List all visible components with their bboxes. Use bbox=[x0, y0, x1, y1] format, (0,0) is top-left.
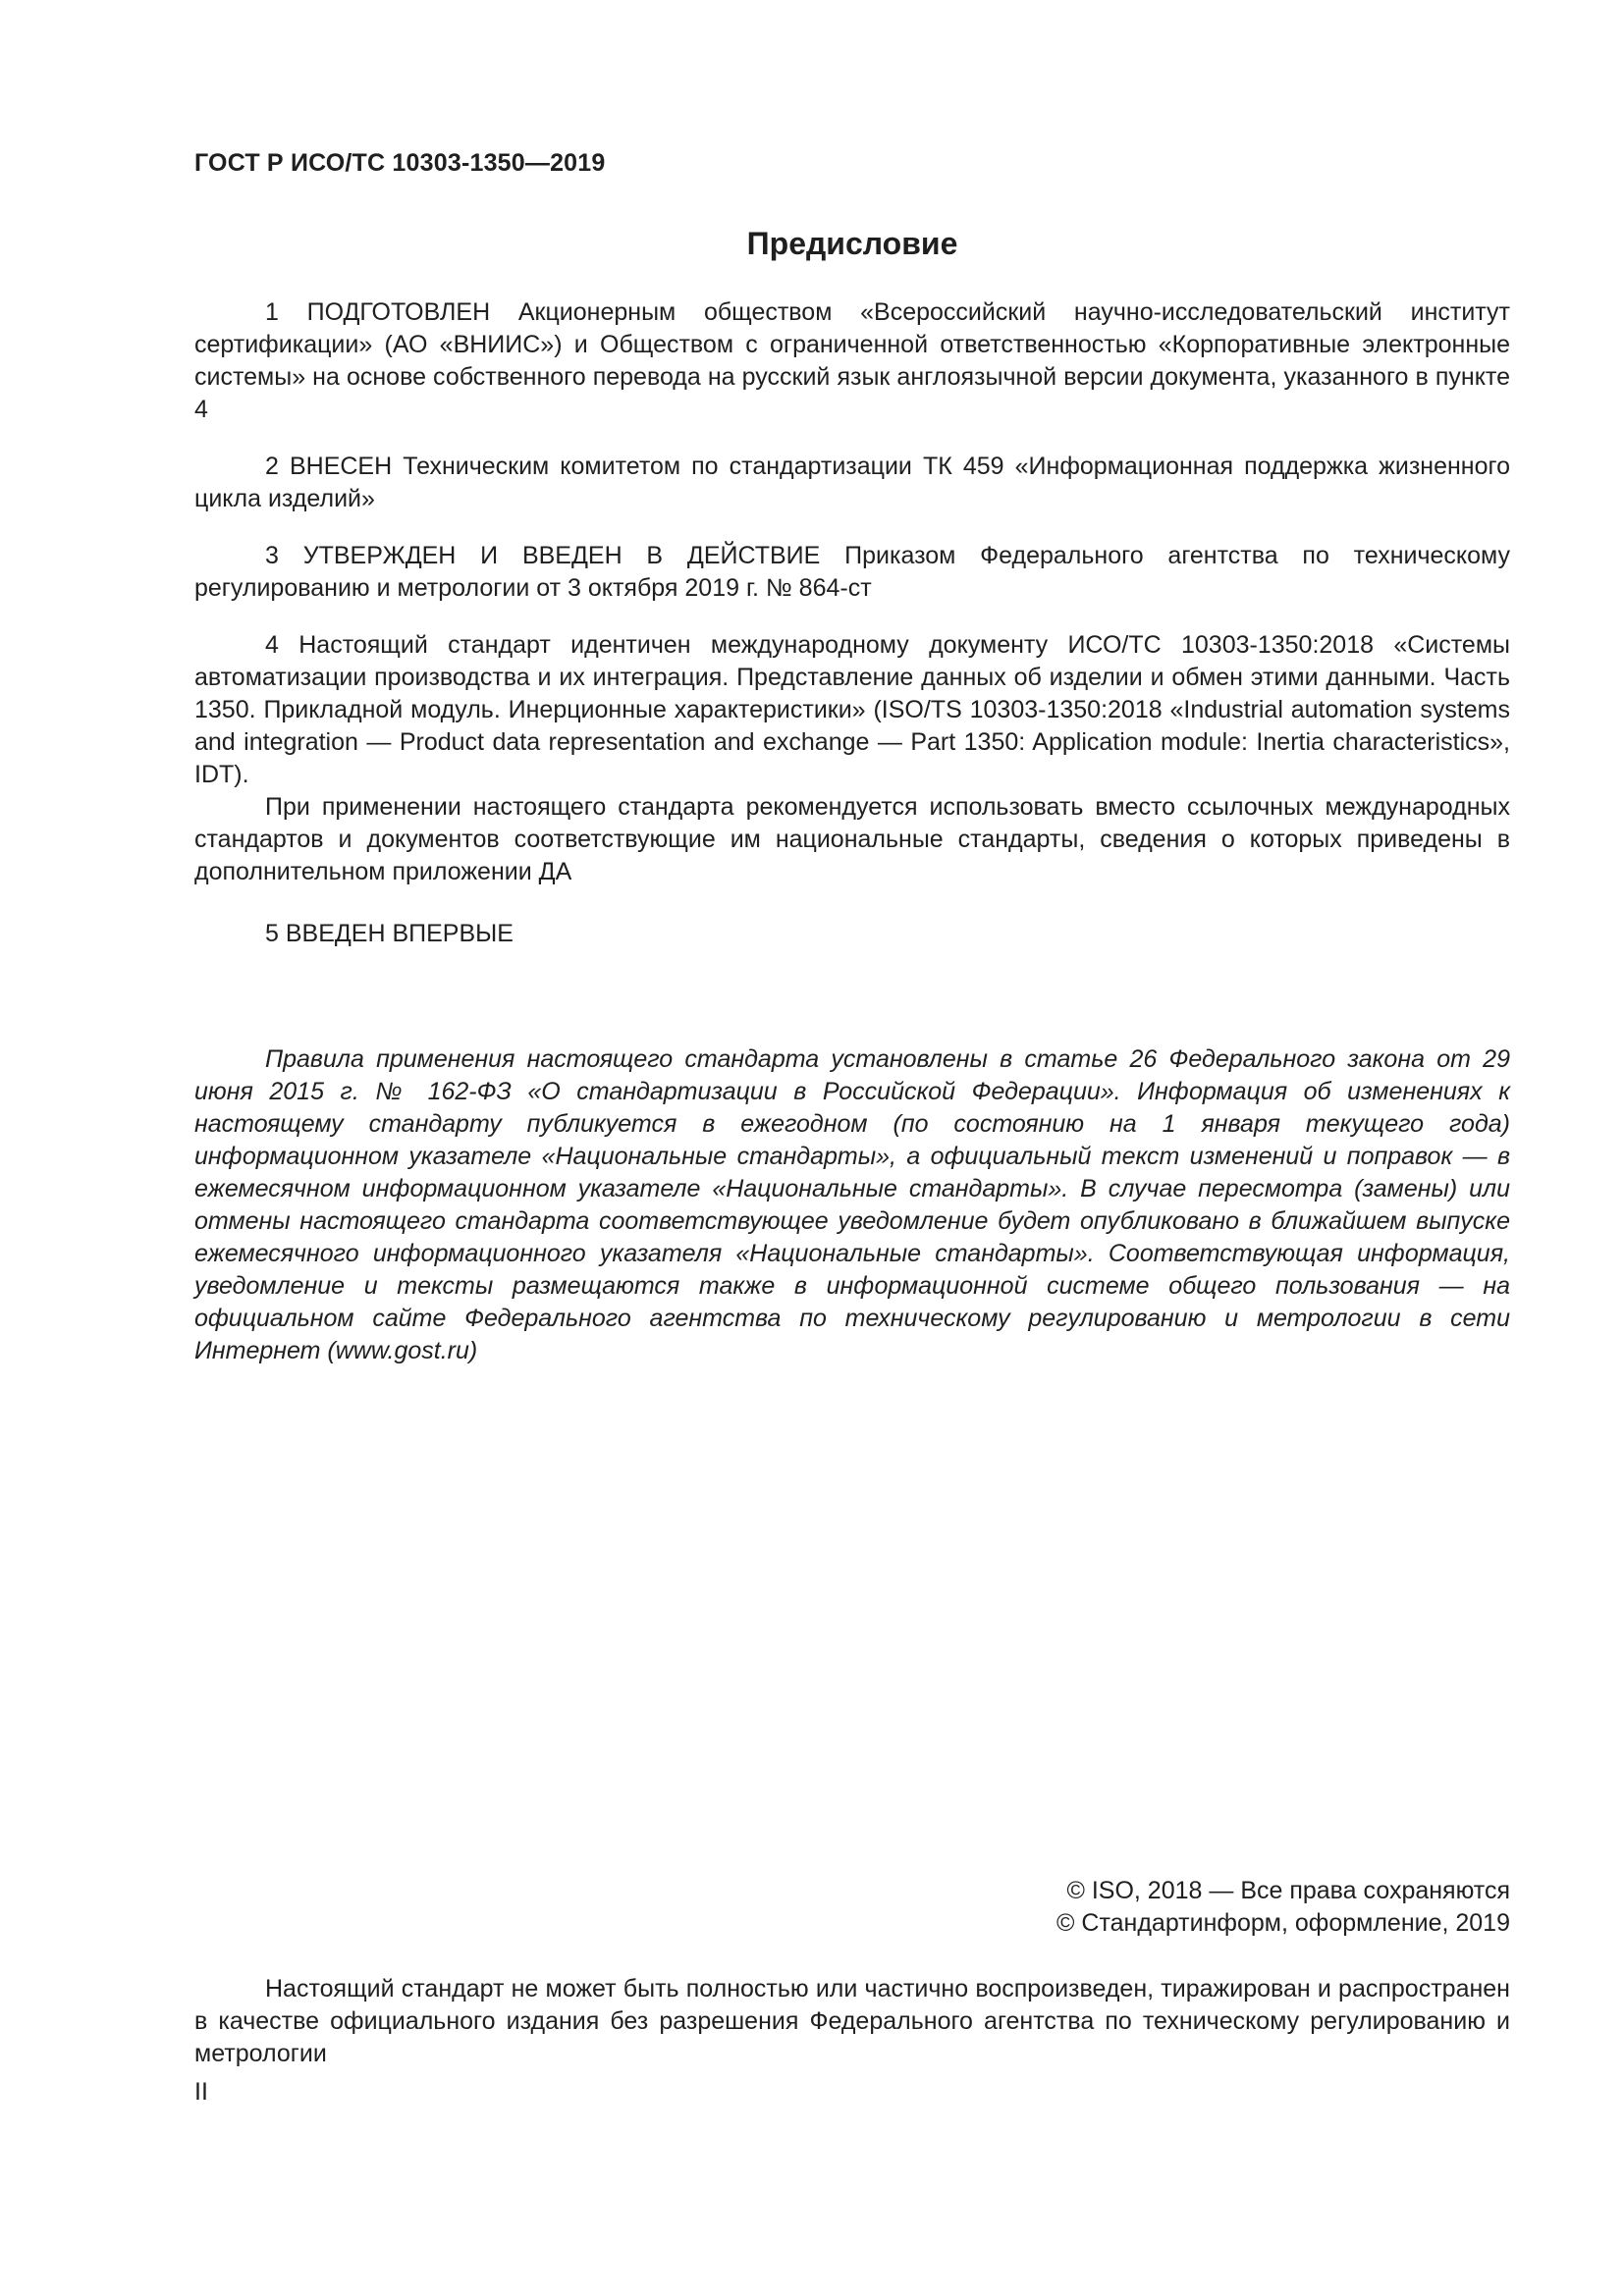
copyright-iso: © ISO, 2018 — Все права сохраняются bbox=[1066, 1877, 1510, 1904]
paragraph: 1 ПОДГОТОВЛЕН Акционерным обществом «Всероссийский научно-исследовательский институт сертификации» (АО «ВНИИС») и Обществом с ограниченной ответственностью «Корпоративные электронные системы» на основе собственного перевода на русский язык англоязычной версии документа, указанного в пункте 4 bbox=[194, 298, 1510, 423]
foreword-item-2 bbox=[194, 451, 1510, 515]
reproduction-notice-text: Настоящий стандарт не может быть полностью или частично воспроизведен, тиражирован и распространен в качестве официального издания без разрешения Федерального агентства по техническому регулированию и метрологии bbox=[194, 1975, 1510, 2067]
paragraph: 5 ВВЕДЕН ВПЕРВЫЕ bbox=[265, 920, 514, 947]
copyright-block bbox=[1056, 1875, 1510, 1940]
reproduction-notice bbox=[194, 1973, 1510, 2070]
page-title: Предисловие bbox=[746, 226, 958, 261]
page-number: II bbox=[194, 2078, 208, 2106]
rules-notice bbox=[194, 1043, 1510, 1367]
paragraph: При применении настоящего стандарта рекомендуется использовать вместо ссылочных международных стандартов и документов соответствующие им национальные стандарты, сведения о которых приведены в дополнительном приложении ДА bbox=[194, 793, 1510, 885]
foreword-item-4 bbox=[194, 629, 1510, 888]
rules-notice-text: Правила применения настоящего стандарта установлены в статье 26 Федерального закона от 29 июня 2015 г. № 162-ФЗ «О стандартизации в Российской Федерации». Информация об изменениях к настоящему стандарту публикуется в ежегодном (по состоянию на 1 января текущего года) информационном указателе «Национальные стандарты», а официальный текст изменений и поправок — в ежемесячном информационном указателе «Национальные стандарты». В случае пересмотра (замены) или отмены настоящего стандарта соответствующее уведомление будет опубликовано в ближайшем выпуске ежемесячного информационного указателя «Национальные стандарты». Соответствующая информация, уведомление и тексты размещаются также в информационной системе общего пользования — на официальном сайте Федерального агентства по техническому регулированию и метрологии в сети Интернет (www.gost.ru) bbox=[194, 1045, 1510, 1364]
copyright-standartinform: © Стандартинформ, оформление, 2019 bbox=[1056, 1909, 1510, 1937]
document-code: ГОСТ Р ИСО/ТС 10303-1350—2019 bbox=[194, 149, 606, 177]
paragraph: 3 УТВЕРЖДЕН И ВВЕДЕН В ДЕЙСТВИЕ Приказом Федерального агентства по техническому регулированию и метрологии от 3 октября 2019 г. № 864-ст bbox=[194, 542, 1510, 602]
foreword-item-3 bbox=[194, 540, 1510, 605]
paragraph: 2 ВНЕСЕН Техническим комитетом по стандартизации ТК 459 «Информационная поддержка жизненного цикла изделий» bbox=[194, 453, 1510, 512]
foreword-item-5 bbox=[194, 918, 1510, 950]
paragraph: 4 Настоящий стандарт идентичен международному документу ИСО/ТС 10303-1350:2018 «Системы автоматизации производства и их интеграция. Представление данных об изделии и обмен этими данными. Часть 1350. Прикладной модуль. Инерционные характеристики» (ISO/TS 10303-1350:2018 «Industrial automation systems and integration — Product data representation and exchange — Part 1350: Application module: Inertia characteristics», IDT). bbox=[194, 631, 1510, 788]
foreword-item-1 bbox=[194, 296, 1510, 426]
